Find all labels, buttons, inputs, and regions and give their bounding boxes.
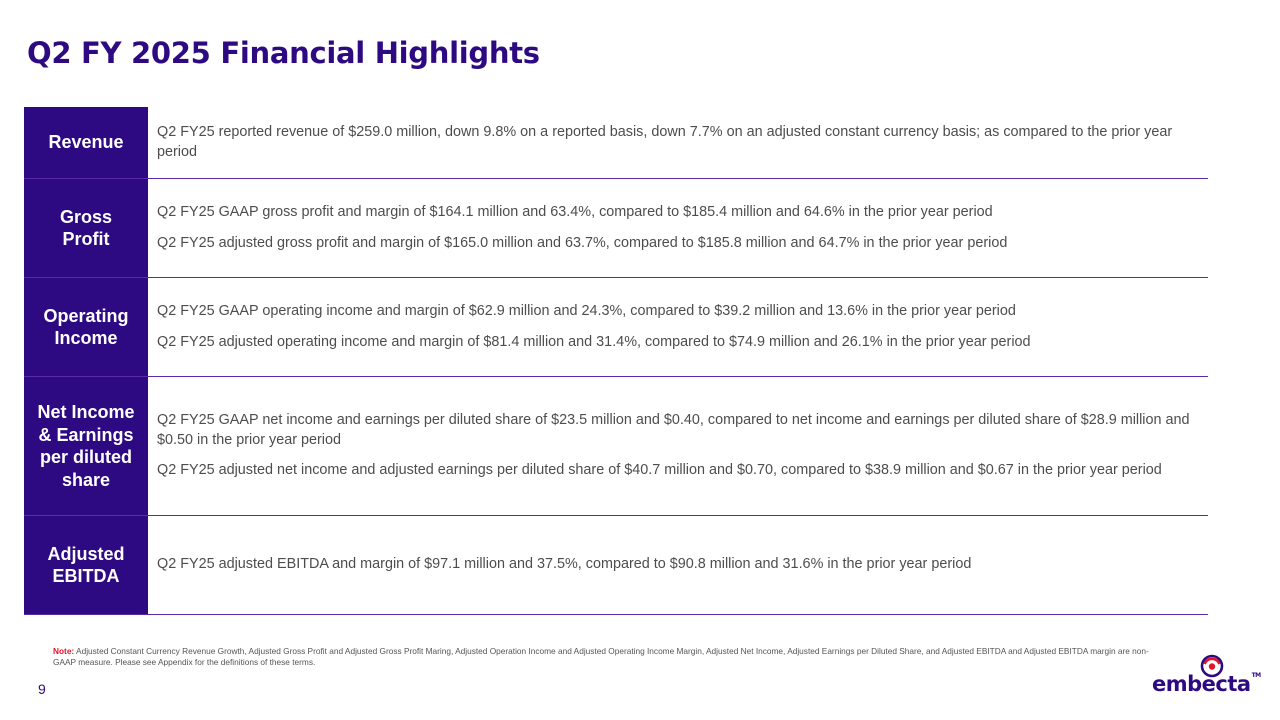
row-operating-income — [24, 278, 1208, 377]
note-label: Note: — [53, 646, 75, 656]
row-label: Net Income & Earnings per diluted share — [24, 377, 148, 515]
highlights-table — [24, 107, 1208, 615]
trademark-symbol: TM — [1251, 672, 1261, 679]
highlight-text: Q2 FY25 reported revenue of $259.0 million, down 9.8% on a reported basis, down 7.7% on an adjusted constant currency basis; as compared to the prior year period — [157, 124, 1173, 160]
row-label: Adjusted EBITDA — [24, 516, 148, 614]
note-text: Adjusted Constant Currency Revenue Growth, Adjusted Gross Profit and Adjusted Gross Profit Maring, Adjusted Operation Income and Adjusted Operating Income Margin, Adjusted Net Income, Adjusted Earnings per Diluted Share, and Adjusted EBITDA and Adjusted EBITDA margin are non-GAAP measure. Please see Appendix for the definitions of these terms. — [53, 646, 1149, 667]
page-number: 9 — [38, 681, 46, 697]
logo-wordmark: embecta™ — [1152, 672, 1261, 696]
footnote — [53, 646, 1163, 667]
highlight-text: Q2 FY25 adjusted gross profit and margin of $165.0 million and 63.7%, compared to $185.8 million and 64.7% in the prior year period — [157, 234, 1008, 251]
row-label: Revenue — [24, 107, 148, 178]
row-label: Gross Profit — [24, 179, 148, 277]
highlight-text: Q2 FY25 GAAP operating income and margin of $62.9 million and 24.3%, compared to $39.2 million and 13.6% in the prior year period — [157, 303, 1016, 319]
highlight-text: Q2 FY25 GAAP gross profit and margin of $164.1 million and 63.4%, compared to $185.4 million and 64.6% in the prior year period — [157, 204, 993, 220]
row-label: Operating Income — [24, 278, 148, 376]
embecta-logo — [1152, 654, 1261, 700]
row-net-income — [24, 377, 1208, 516]
row-content — [148, 179, 1208, 277]
highlight-text: Q2 FY25 adjusted net income and adjusted earnings per diluted share of $40.7 million and $0.70, compared to $38.9 million and $0.67 in the prior year period — [157, 462, 1162, 479]
row-content — [148, 516, 1208, 614]
slide-title: Q2 FY 2025 Financial Highlights — [27, 36, 540, 70]
row-gross-profit — [24, 179, 1208, 278]
row-content — [148, 278, 1208, 376]
row-revenue — [24, 107, 1208, 179]
row-content — [148, 107, 1208, 178]
highlight-text: Q2 FY25 adjusted EBITDA and margin of $97.1 million and 37.5%, compared to $90.8 million and 31.6% in the prior year period — [157, 556, 972, 573]
row-adjusted-ebitda — [24, 516, 1208, 615]
highlight-text: Q2 FY25 GAAP net income and earnings per diluted share of $23.5 million and $0.40, compared to net income and earnings per diluted share of $28.9 million and $0.50 in the prior year period — [157, 412, 1190, 448]
row-content — [148, 377, 1208, 515]
highlight-text: Q2 FY25 adjusted operating income and margin of $81.4 million and 31.4%, compared to $74.9 million and 26.1% in the prior year period — [157, 333, 1031, 350]
